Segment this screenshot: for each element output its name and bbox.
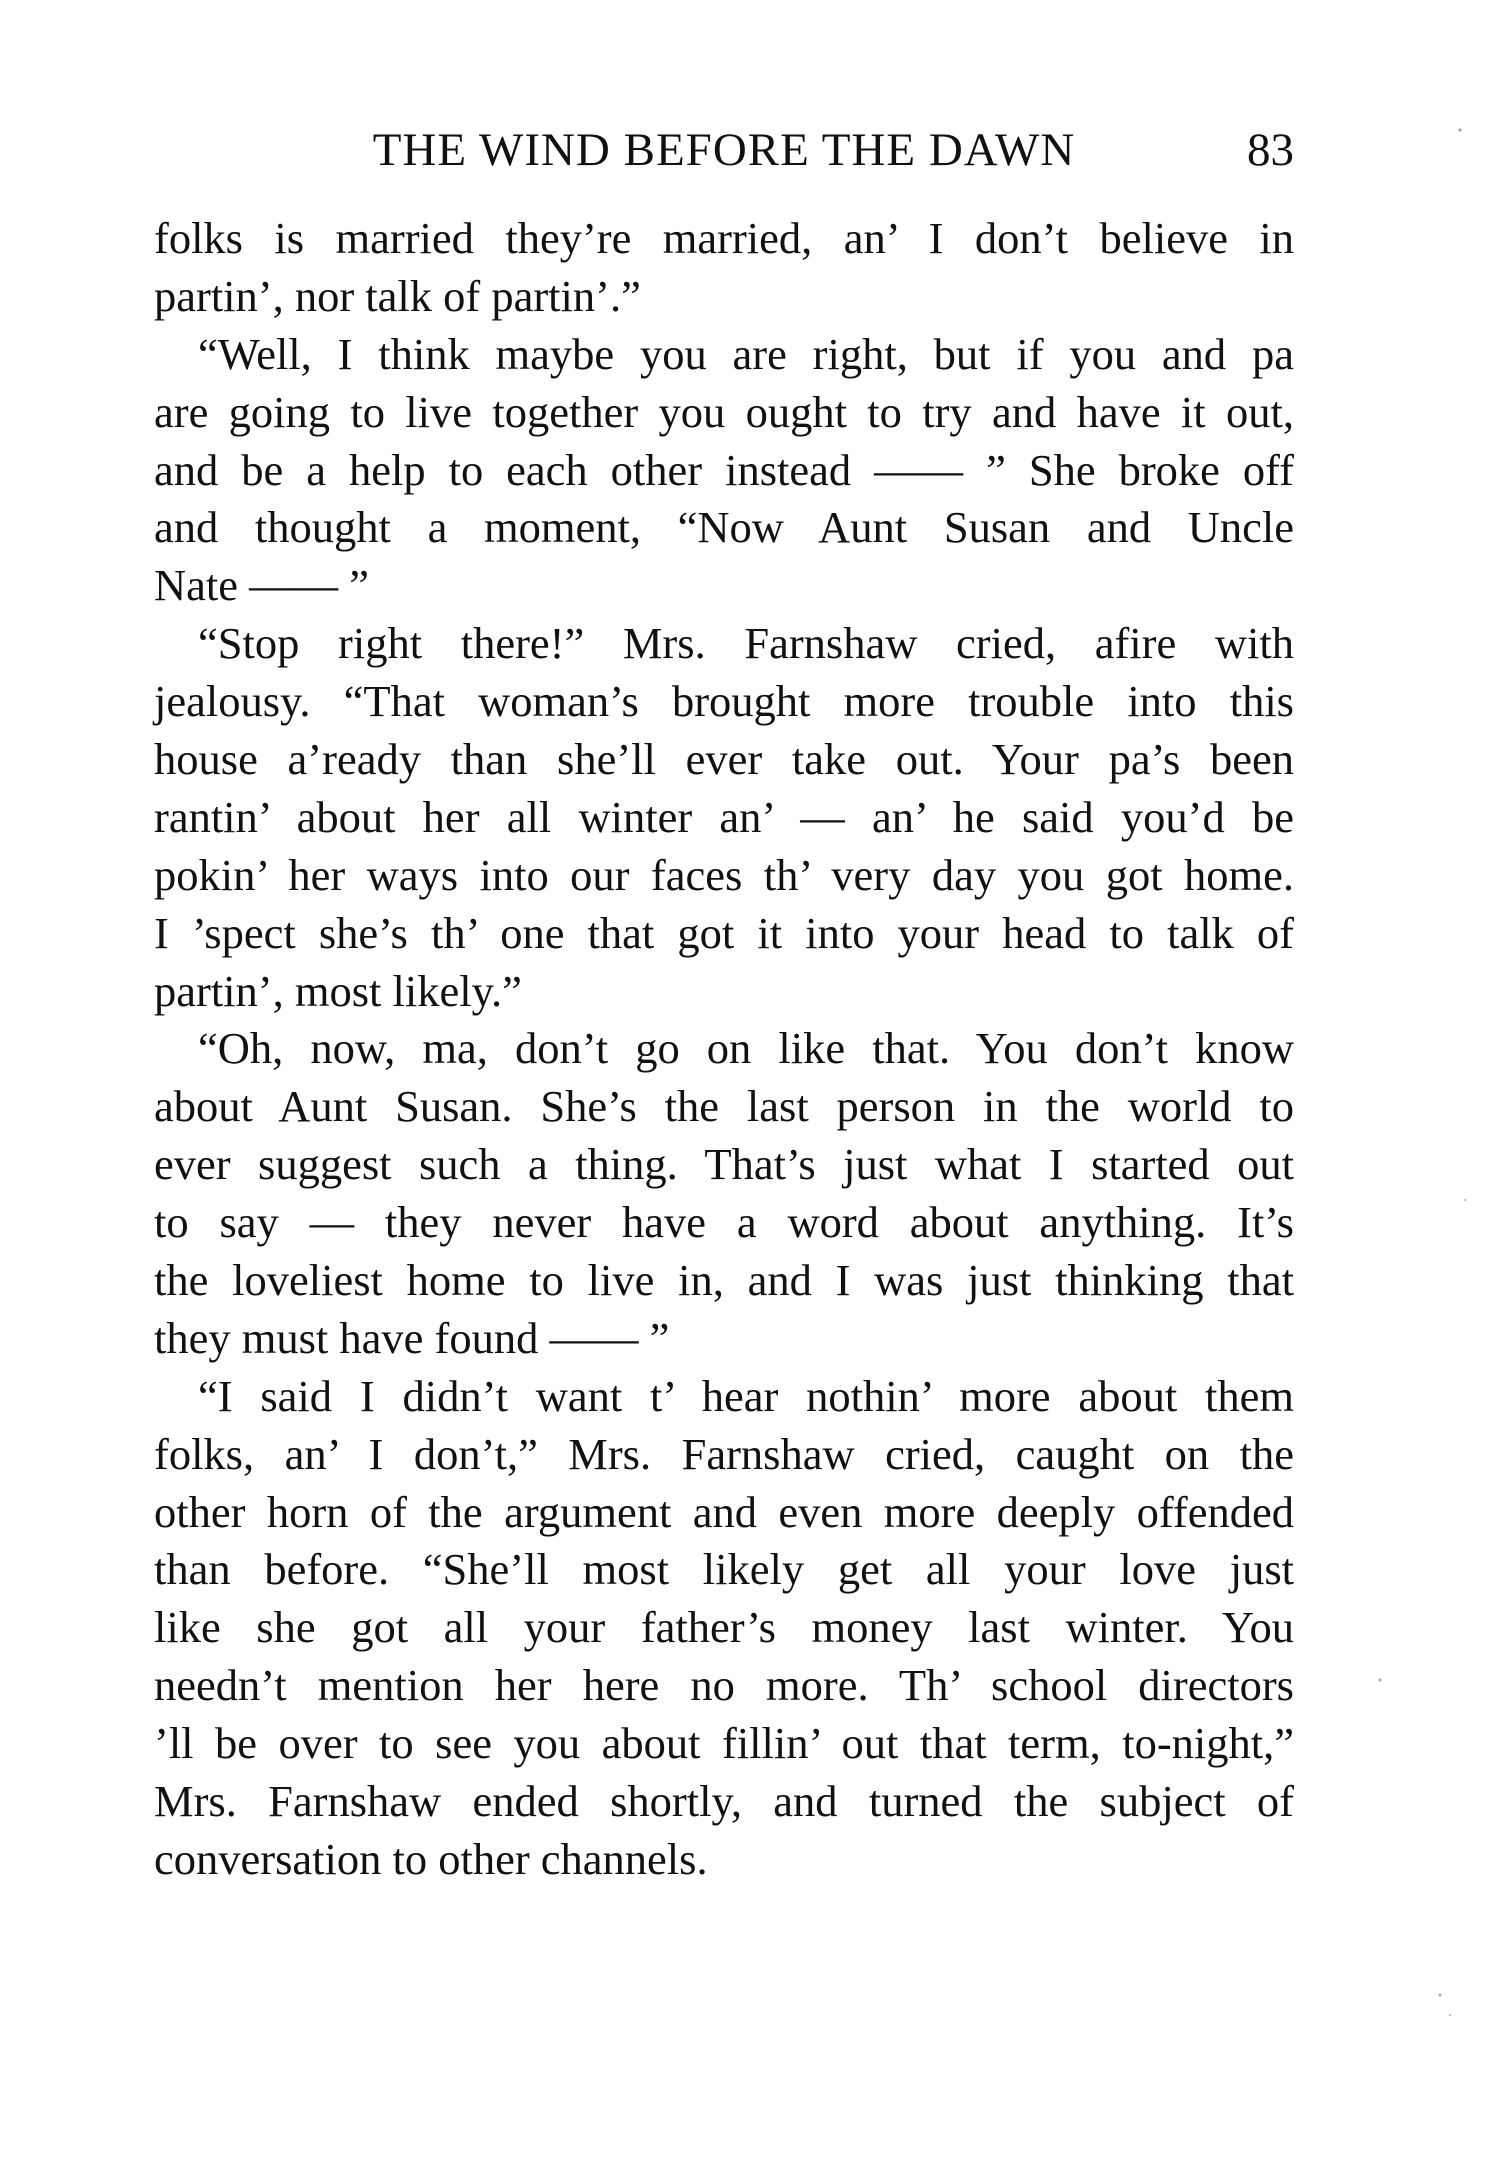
- text-line: the loveliest home to live in, and I was just thinking that: [154, 1255, 1294, 1306]
- text-line: Mrs. Farnshaw ended shortly, and turned the subject of: [154, 1776, 1294, 1827]
- text-line: pokin’ her ways into our faces th’ very day you got home.: [154, 849, 1294, 900]
- text-line: ever suggest such a thing. That’s just what I started out: [154, 1139, 1294, 1190]
- text-line: “Stop right there!” Mrs. Farnshaw cried, afire with: [198, 618, 1294, 669]
- text-line: ’ll be over to see you about fillin’ out that term, to-night,”: [154, 1718, 1294, 1769]
- text-line: rantin’ about her all winter an’ — an’ he said you’d be: [154, 791, 1294, 842]
- text-line: they must have found —— ”: [154, 1312, 670, 1363]
- text-line: to say — they never have a word about anything. It’s: [154, 1197, 1294, 1248]
- text-line: like she got all your father’s money last winter. You: [154, 1602, 1294, 1653]
- text-line: house a’ready than she’ll ever take out. Your pa’s been: [154, 734, 1294, 785]
- text-line: are going to live together you ought to try and have it out,: [154, 386, 1294, 437]
- text-line: “Oh, now, ma, don’t go on like that. You don’t know: [198, 1023, 1294, 1074]
- running-title: THE WIND BEFORE THE DAWN: [372, 124, 1076, 176]
- page-number: 83: [1247, 124, 1294, 176]
- text-line: “I said I didn’t want t’ hear nothin’ more about them: [198, 1370, 1294, 1421]
- text-line: partin’, most likely.”: [154, 965, 522, 1016]
- text-line: and thought a moment, “Now Aunt Susan and Uncle: [154, 502, 1294, 553]
- text-line: about Aunt Susan. She’s the last person in the world to: [154, 1081, 1294, 1132]
- text-line: than before. “She’ll most likely get all your love just: [154, 1544, 1294, 1595]
- text-line: other horn of the argument and even more deeply offended: [154, 1486, 1294, 1537]
- text-line: conversation to other channels.: [154, 1833, 708, 1884]
- text-line: needn’t mention her here no more. Th’ school directors: [154, 1660, 1294, 1711]
- text-line: jealousy. “That woman’s brought more trouble into this: [154, 676, 1294, 727]
- text-line: partin’, nor talk of partin’.”: [154, 270, 641, 321]
- text-line: “Well, I think maybe you are right, but if you and pa: [198, 328, 1294, 379]
- text-line: folks is married they’re married, an’ I don’t believe in: [154, 213, 1294, 263]
- body-text: [154, 210, 1294, 1889]
- text-line: and be a help to each other instead —— ” She broke off: [154, 444, 1294, 495]
- running-head: [154, 120, 1294, 180]
- text-line: folks, an’ I don’t,” Mrs. Farnshaw cried, caught on the: [154, 1428, 1294, 1479]
- text-line: Nate —— ”: [154, 560, 370, 611]
- text-line: I ’spect she’s th’ one that got it into your head to talk of: [154, 907, 1294, 958]
